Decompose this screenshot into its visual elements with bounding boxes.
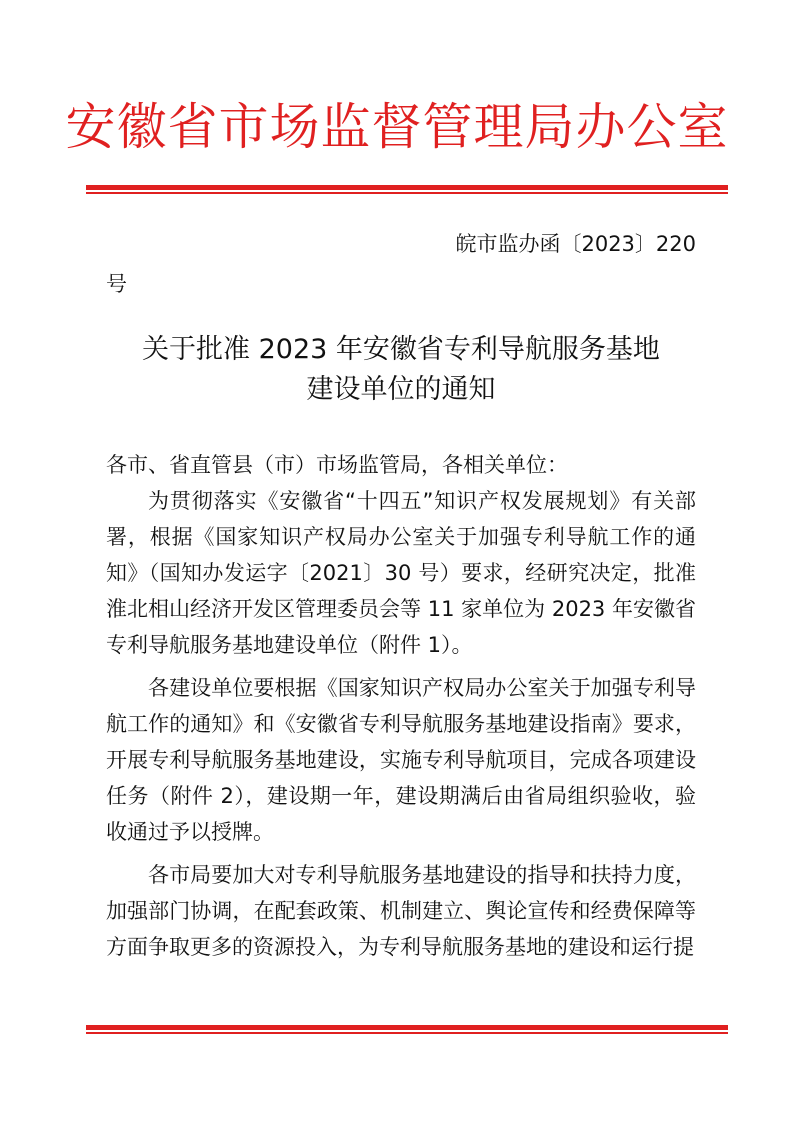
notice-heading bbox=[96, 330, 706, 410]
document-number-main: 皖市监办函〔2023〕220 bbox=[455, 232, 696, 256]
header-red-rule bbox=[86, 185, 728, 194]
issuing-organization-title: 安徽省市场监督管理局办公室 bbox=[65, 98, 729, 156]
header-rule-thick-line bbox=[86, 185, 728, 190]
document-number bbox=[106, 224, 696, 304]
body-paragraph-2: 各建设单位要根据《国家知识产权局办公室关于加强专利导航工作的通知》和《安徽省专利导航服务基地建设指南》要求，开展专利导航服务基地建设，实施专利导航项目，完成各项建设任务（附件 2），建设期一年，建设期满后由省局组织验收，验收通过予以授牌。 bbox=[106, 676, 696, 844]
body-paragraph-3: 各市局要加大对专利导航服务基地建设的指导和扶持力度，加强部门协调，在配套政策、机制建立、舆论宣传和经费保障等方面争取更多的资源投入，为专利导航服务基地的建设和运行提 bbox=[106, 863, 696, 959]
header-rule-thin-line bbox=[86, 192, 728, 194]
notice-heading-line-1: 关于批准 2023 年安徽省专利导航服务基地 bbox=[142, 334, 660, 365]
document-number-tail: 号 bbox=[106, 272, 127, 296]
body-paragraph-1: 为贯彻落实《安徽省“十四五”知识产权发展规划》有关部署，根据《国家知识产权局办公室关于加强专利导航工作的通知》（国知办发运字〔2021〕30 号）要求，经研究决定，批准淮北相山经济开发区管理委员会等 11 家单位为 2023 年安徽省专利导航服务基地建设单位（附件 1）。 bbox=[106, 489, 696, 657]
salutation: 各市、省直管县（市）市场监管局，各相关单位： bbox=[106, 453, 568, 477]
notice-body bbox=[106, 447, 696, 972]
footer-red-rule bbox=[86, 1025, 728, 1034]
notice-heading-line-2: 建设单位的通知 bbox=[306, 374, 496, 405]
footer-rule-thick-line bbox=[86, 1025, 728, 1030]
footer-rule-thin-line bbox=[86, 1032, 728, 1034]
